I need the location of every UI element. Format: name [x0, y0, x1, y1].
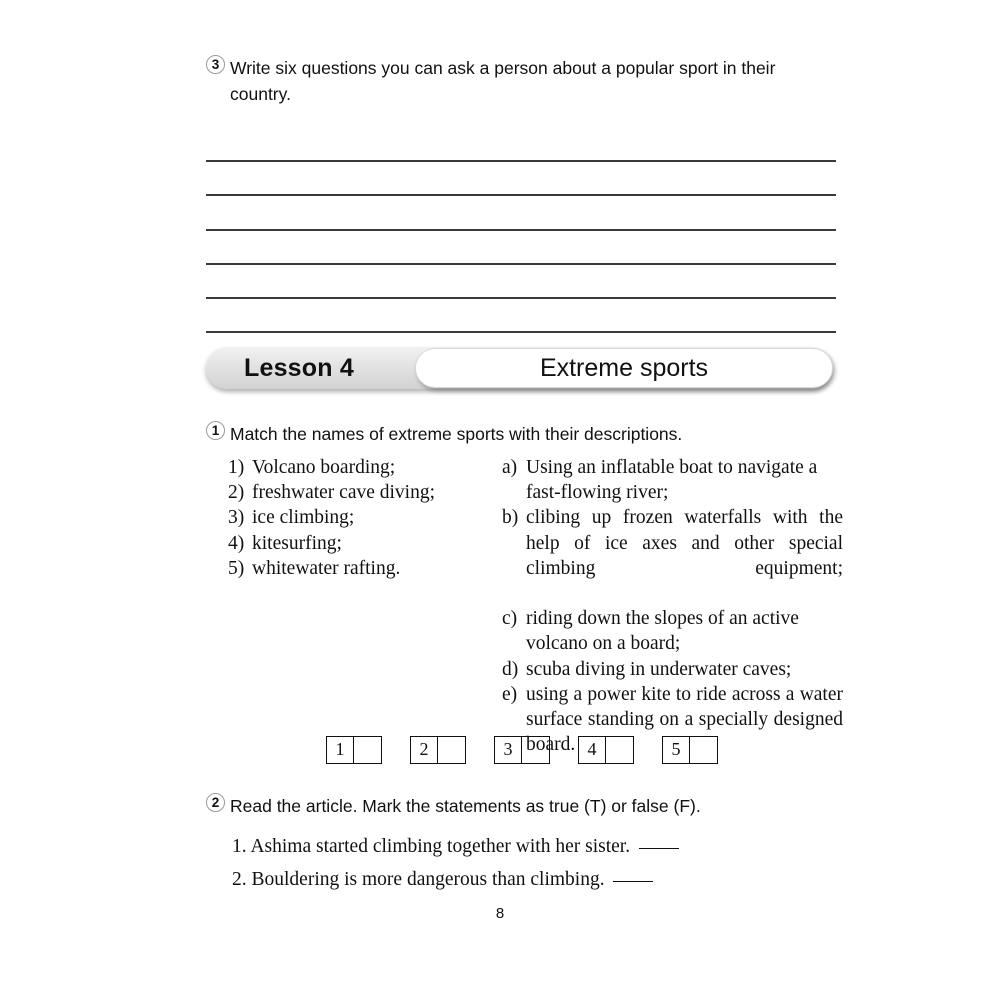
- page-number: 8: [495, 905, 505, 922]
- item-text: kitesurfing;: [252, 532, 342, 554]
- item-text: Volcano boarding;: [252, 457, 396, 478]
- true-false-statements: [232, 830, 842, 896]
- exercise-number-1: 1: [206, 421, 225, 440]
- answer-box-input[interactable]: [354, 736, 382, 764]
- sports-list-column: [228, 455, 502, 581]
- item-marker: 1): [228, 457, 245, 478]
- list-item: [228, 455, 502, 480]
- list-item: [502, 606, 843, 656]
- item-text: freshwater cave diving;: [252, 482, 436, 504]
- item-marker: 3): [228, 507, 245, 529]
- answer-line[interactable]: [206, 196, 836, 230]
- exercise-3: [206, 55, 838, 107]
- answer-box-pair: [578, 736, 634, 764]
- answer-box-number: 2: [410, 736, 438, 764]
- answer-box-pair: [326, 736, 382, 764]
- item-text: clibing up frozen waterfalls with the help of ice axes and other special climbing equipment;: [526, 507, 843, 579]
- answer-box-input[interactable]: [606, 736, 634, 764]
- answer-line[interactable]: [206, 265, 836, 299]
- list-item: [228, 505, 502, 530]
- item-marker: 5): [228, 557, 245, 579]
- answer-line[interactable]: [206, 299, 836, 333]
- list-item: [502, 682, 843, 783]
- answer-box-input[interactable]: [522, 736, 550, 764]
- statement-row: [232, 863, 842, 896]
- item-text: Using an inflatable boat to navigate a fast-flowing river;: [526, 457, 818, 504]
- statement-answer-blank[interactable]: [639, 848, 679, 849]
- list-item: [228, 531, 502, 556]
- answer-box-number: 1: [326, 736, 354, 764]
- lesson-title-pill: [415, 348, 833, 388]
- item-text: scuba diving in underwater caves;: [526, 658, 792, 680]
- item-text: whitewater rafting.: [252, 557, 401, 579]
- lesson-banner: [206, 347, 836, 391]
- descriptions-list-column: [502, 455, 843, 783]
- answer-line[interactable]: [206, 162, 836, 196]
- answer-box-number: 5: [662, 736, 690, 764]
- item-marker: 4): [228, 532, 245, 554]
- exercise-3-instruction: Write six questions you can ask a person about a popular sport in their country.: [230, 58, 776, 104]
- statement-marker: 1.: [232, 836, 247, 857]
- item-text: ice climbing;: [252, 507, 355, 529]
- exercise-number-3: 3: [206, 55, 225, 74]
- exercise-number-2: 2: [206, 793, 225, 812]
- answer-box-input[interactable]: [690, 736, 718, 764]
- item-text: riding down the slopes of an active volcano on a board;: [526, 608, 799, 655]
- statement-text: Ashima started climbing together with her sister.: [250, 836, 631, 857]
- lesson-label: Lesson 4: [244, 354, 354, 382]
- item-marker: a): [502, 457, 518, 478]
- statement-answer-blank[interactable]: [613, 881, 653, 882]
- answer-line[interactable]: [206, 128, 836, 162]
- list-item: [228, 556, 502, 581]
- statement-marker: 2.: [232, 869, 247, 890]
- answer-box-number: 4: [578, 736, 606, 764]
- exercise-2: [206, 793, 838, 819]
- list-item: [228, 480, 502, 505]
- answer-box-input[interactable]: [438, 736, 466, 764]
- answer-lines[interactable]: [206, 128, 836, 333]
- exercise-1: [206, 421, 838, 447]
- list-item: [502, 657, 843, 682]
- item-marker: d): [502, 658, 519, 680]
- statement-text: Bouldering is more dangerous than climbing.: [251, 869, 605, 890]
- item-marker: c): [502, 608, 518, 630]
- answer-line[interactable]: [206, 231, 836, 265]
- exercise-1-instruction: Match the names of extreme sports with their descriptions.: [230, 424, 683, 444]
- answer-box-pair: [494, 736, 550, 764]
- item-marker: e): [502, 683, 518, 705]
- answer-box-pair: [662, 736, 718, 764]
- answer-box-pair: [410, 736, 466, 764]
- item-marker: 2): [228, 482, 245, 504]
- statement-row: [232, 830, 842, 863]
- item-marker: b): [502, 507, 519, 529]
- list-item: [502, 455, 843, 505]
- answer-box-number: 3: [494, 736, 522, 764]
- lesson-title: Extreme sports: [539, 353, 709, 382]
- matching-answer-boxes: [326, 736, 718, 764]
- list-item: [502, 505, 843, 606]
- item-text: using a power kite to ride across a water surface standing on a specially designed board.: [526, 683, 843, 756]
- matching-columns: [228, 455, 843, 783]
- exercise-2-instruction: Read the article. Mark the statements as true (T) or false (F).: [230, 796, 701, 816]
